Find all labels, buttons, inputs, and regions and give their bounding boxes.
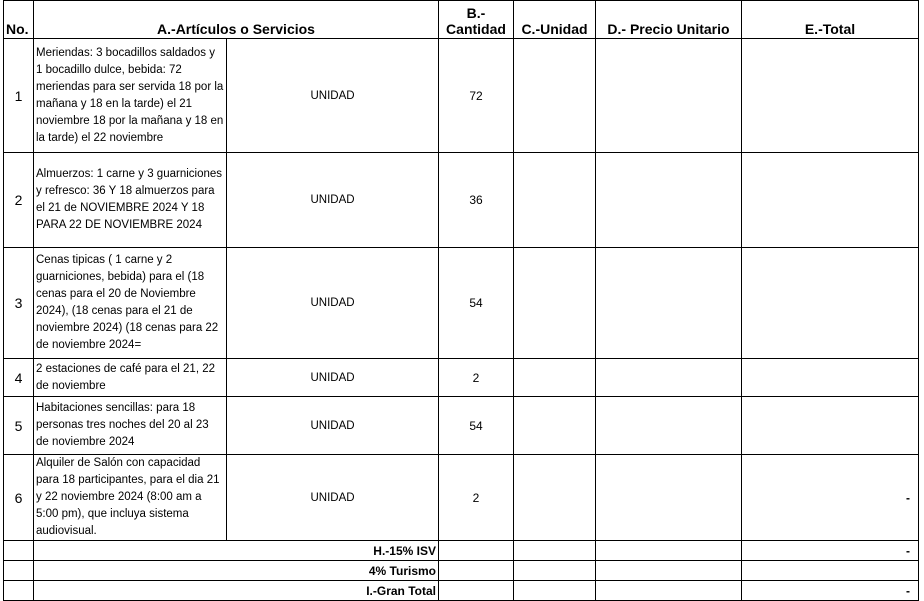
row-total: [742, 39, 919, 153]
row-unidad-cell: [514, 455, 596, 541]
isv-value: -: [742, 541, 919, 561]
turismo-label: 4% Turismo: [34, 561, 439, 581]
row-unit: UNIDAD: [227, 153, 439, 248]
quotation-table: [3, 0, 919, 601]
row-unit: UNIDAD: [227, 248, 439, 359]
header-cantidad-line2: Cantidad: [446, 21, 506, 37]
row-unit: UNIDAD: [227, 397, 439, 455]
isv-label: H.-15% ISV: [34, 541, 439, 561]
row-number: 4: [4, 359, 34, 397]
isv-unidad-cell: [514, 541, 596, 561]
header-unidad: C.-Unidad: [514, 1, 596, 39]
row-description: Alquiler de Salón con capacidad para 18 participantes, para el dia 21 y 22 noviembre 2024 (8:00 am a 5:00 pm), que incluya sistema audiovisual.: [34, 455, 227, 541]
row-price-cell: [596, 248, 742, 359]
header-cantidad: [439, 1, 514, 39]
row-number: 2: [4, 153, 34, 248]
row-quantity: 72: [439, 39, 514, 153]
row-total: [742, 248, 919, 359]
row-total: [742, 397, 919, 455]
header-no: No.: [4, 1, 34, 39]
row-unit: UNIDAD: [227, 39, 439, 153]
row-unidad-cell: [514, 359, 596, 397]
row-total: -: [742, 455, 919, 541]
turismo-spacer: [4, 561, 34, 581]
row-unidad-cell: [514, 248, 596, 359]
isv-row: [4, 541, 919, 561]
table-row: [4, 455, 919, 541]
row-number: 1: [4, 39, 34, 153]
row-price-cell: [596, 39, 742, 153]
isv-qty-cell: [439, 541, 514, 561]
row-unidad-cell: [514, 397, 596, 455]
turismo-unidad-cell: [514, 561, 596, 581]
header-cantidad-line1: B.-: [466, 5, 486, 21]
row-unit: UNIDAD: [227, 455, 439, 541]
gran-total-unidad-cell: [514, 581, 596, 601]
row-unit: UNIDAD: [227, 359, 439, 397]
row-description: Almuerzos: 1 carne y 3 guarniciones y refresco: 36 Y 18 almuerzos para el 21 de NOVIEMBRE 2024 Y 18 PARA 22 DE NOVIEMBRE 2024: [34, 153, 227, 248]
row-quantity: 2: [439, 455, 514, 541]
table-row: [4, 153, 919, 248]
row-quantity: 36: [439, 153, 514, 248]
row-price-cell: [596, 153, 742, 248]
row-description: 2 estaciones de café para el 21, 22 de noviembre: [34, 359, 227, 397]
isv-spacer: [4, 541, 34, 561]
table-row: [4, 39, 919, 153]
gran-total-row: [4, 581, 919, 601]
gran-total-price-cell: [596, 581, 742, 601]
row-price-cell: [596, 397, 742, 455]
turismo-price-cell: [596, 561, 742, 581]
row-price-cell: [596, 359, 742, 397]
row-description: Habitaciones sencillas: para 18 personas tres noches del 20 al 23 de noviembre 2024: [34, 397, 227, 455]
table-row: [4, 397, 919, 455]
header-precio: D.- Precio Unitario: [596, 1, 742, 39]
gran-total-label: I.-Gran Total: [34, 581, 439, 601]
row-unidad-cell: [514, 39, 596, 153]
table-row: [4, 248, 919, 359]
row-price-cell: [596, 455, 742, 541]
header-row: [4, 1, 919, 39]
row-total: [742, 153, 919, 248]
turismo-value: [742, 561, 919, 581]
row-unidad-cell: [514, 153, 596, 248]
header-total: E.-Total: [742, 1, 919, 39]
isv-price-cell: [596, 541, 742, 561]
turismo-row: [4, 561, 919, 581]
row-number: 5: [4, 397, 34, 455]
gran-total-value: -: [742, 581, 919, 601]
row-description: Cenas tipicas ( 1 carne y 2 guarniciones, bebida) para el (18 cenas para el 20 de Noviembre 2024), (18 cenas para el 21 de noviembre 2024) (18 cenas para 22 de noviembre 2024=: [34, 248, 227, 359]
row-total: [742, 359, 919, 397]
row-quantity: 54: [439, 397, 514, 455]
gran-total-spacer: [4, 581, 34, 601]
turismo-qty-cell: [439, 561, 514, 581]
table-row: [4, 359, 919, 397]
gran-total-qty-cell: [439, 581, 514, 601]
header-articulos: A.-Artículos o Servicios: [34, 1, 439, 39]
row-quantity: 2: [439, 359, 514, 397]
row-number: 3: [4, 248, 34, 359]
row-description: Meriendas: 3 bocadillos saldados y 1 bocadillo dulce, bebida: 72 meriendas para ser servida 18 por la mañana y 18 en la tarde) el 21 noviembre 18 por la mañana y 18 en la tarde) el 22 noviembre: [34, 39, 227, 153]
row-quantity: 54: [439, 248, 514, 359]
row-number: 6: [4, 455, 34, 541]
